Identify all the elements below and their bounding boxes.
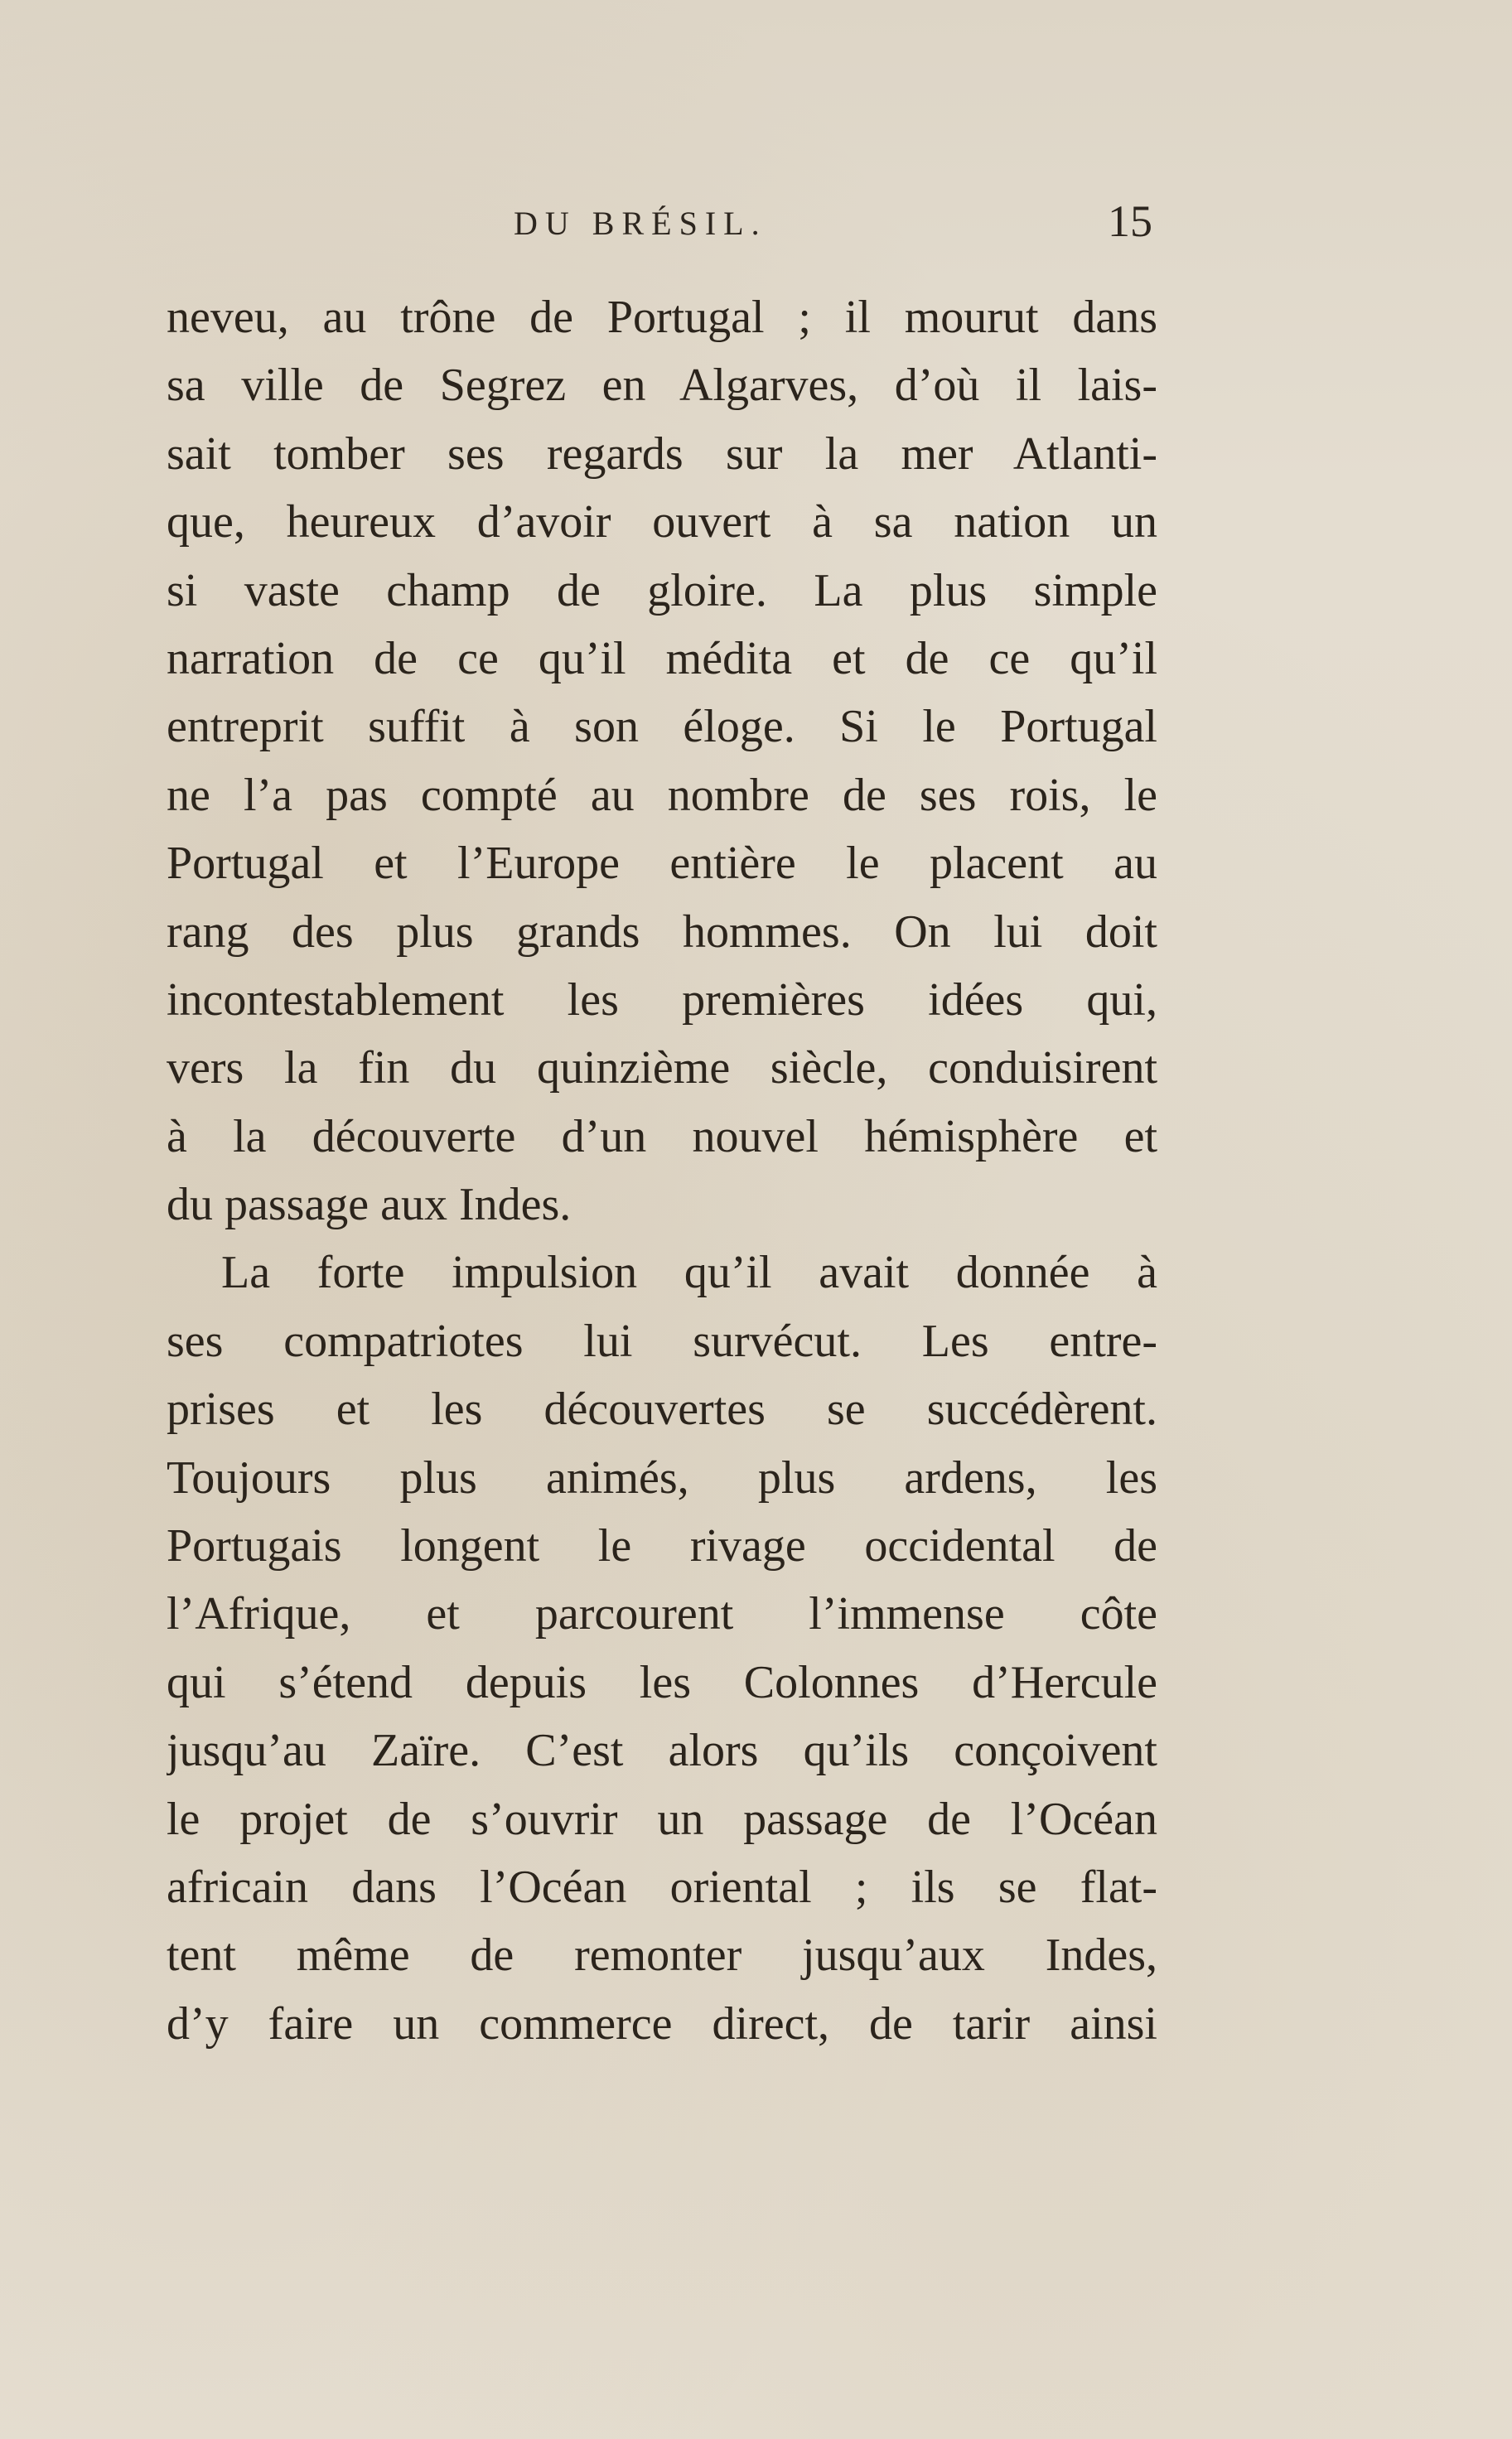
paragraph-end-line: du passage aux Indes. [167,1179,572,1231]
text-line: Toujours plus animés, plus ardens, les [167,1451,1157,1504]
text-line: neveu, au trône de Portugal ; il mourut dans [167,292,1157,343]
text-line: que, heureux d’avoir ouvert à sa nation un [167,496,1157,548]
text-line: narration de ce qu’il médita et de ce qu’il [167,632,1157,684]
text-line: prises et les découvertes se succédèrent. [167,1384,1157,1436]
text-line: Portugal et l’Europe entière le placent au [167,838,1157,890]
text-line: rang des plus grands hommes. On lui doit [167,906,1157,958]
text-line: sait tomber ses regards sur la mer Atlanti- [167,427,1157,480]
text-line: ne l’a pas compté au nombre de ses rois, le [167,769,1157,821]
text-line: sa ville de Segrez en Algarves, d’où il lais- [167,360,1157,412]
text-line: le projet de s’ouvrir un passage de l’Océan [167,1793,1157,1845]
running-title: DU BRÉSIL. [514,205,767,242]
text-line: africain dans l’Océan oriental ; ils se flat- [167,1861,1157,1913]
text-line: incontestablement les premières idées qui, [167,973,1157,1026]
text-line: vers la fin du quinzième siècle, conduisirent [167,1042,1157,1094]
text-line: si vaste champ de gloire. La plus simple [167,564,1157,616]
text-line: d’y faire un commerce direct, de tarir ainsi [167,1997,1157,2050]
text-line: à la découverte d’un nouvel hémisphère et [167,1110,1157,1162]
text-line: entreprit suffit à son éloge. Si le Portugal [167,701,1157,753]
body-text [167,283,1157,2058]
text-line: tent même de remonter jusqu’aux Indes, [167,1929,1157,1982]
text-line: Portugais longent le rivage occidental de [167,1520,1157,1572]
text-line: ses compatriotes lui survécut. Les entre- [167,1315,1157,1367]
page-number: 15 [1108,196,1152,246]
paragraph-start-line: La forte impulsion qu’il avait donnée à [221,1247,1157,1299]
text-line: jusqu’au Zaïre. C’est alors qu’ils conçoivent [167,1725,1157,1777]
text-line: l’Afrique, et parcourent l’immense côte [167,1588,1157,1640]
text-line: qui s’étend depuis les Colonnes d’Hercule [167,1656,1157,1708]
